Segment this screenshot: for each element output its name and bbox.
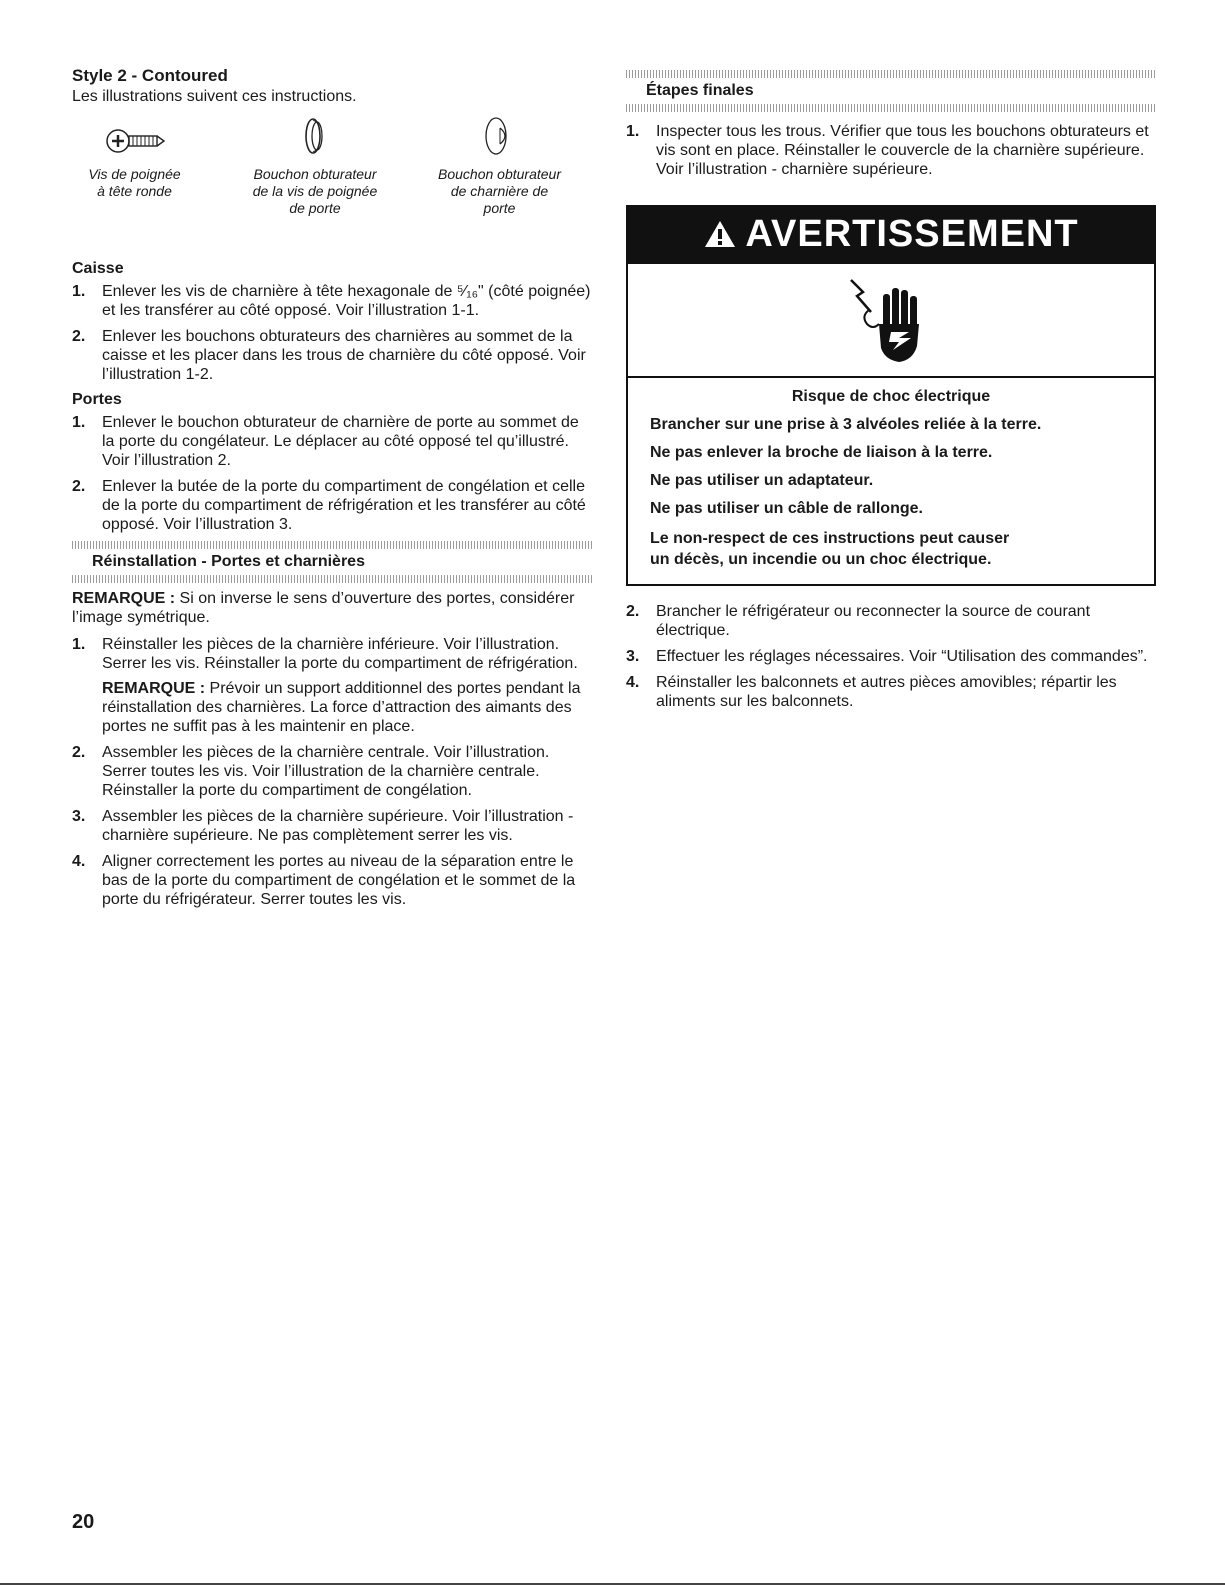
- caisse-steps: [72, 282, 592, 384]
- warning-line: Ne pas enlever la broche de liaison à la terre.: [650, 444, 993, 461]
- note-label: REMARQUE :: [102, 680, 206, 697]
- warning-text: [628, 378, 1154, 584]
- note-label: REMARQUE :: [72, 590, 176, 607]
- divider: [72, 575, 592, 583]
- portes-heading: Portes: [72, 391, 122, 408]
- divider: [626, 104, 1156, 112]
- step-text: Enlever le bouchon obturateur de charnière de porte au sommet de la porte du congélateur. Le déplacer au côté opposé tel qu’illustré. Voir l’illustration 2.: [102, 414, 579, 469]
- reinstall-note: [72, 589, 592, 627]
- consequence-line-2: un décès, un incendie ou un choc électrique.: [650, 551, 992, 568]
- list-item: [626, 673, 1156, 711]
- divider: [626, 70, 1156, 78]
- final-steps-rest: [626, 602, 1156, 711]
- warning-title: AVERTISSEMENT: [745, 213, 1079, 255]
- step-text: Effectuer les réglages nécessaires. Voir “Utilisation des commandes”.: [656, 648, 1148, 665]
- sub-note: [102, 679, 592, 736]
- step-text: Aligner correctement les portes au niveau de la séparation entre le bas de la porte du compartiment de congélation et le sommet de la porte du réfrigérateur. Serrer toutes les vis.: [102, 853, 576, 908]
- list-item: [72, 413, 592, 470]
- step-number: 2.: [626, 603, 640, 620]
- list-item: [72, 807, 592, 845]
- step-text: Assembler les pièces de la charnière centrale. Voir l’illustration. Serrer toutes les vis. Voir l’illustration de la charnière centrale. Réinstaller la porte du compartiment de congélation.: [102, 744, 550, 799]
- list-item: [72, 743, 592, 800]
- part-caption: Vis de poignée à tête ronde: [88, 166, 181, 199]
- step-number: 2.: [72, 478, 86, 495]
- page-number: 20: [72, 1511, 95, 1533]
- part-door-handle-plug: [240, 114, 390, 217]
- step-text: Brancher le réfrigérateur ou reconnecter la source de courant électrique.: [656, 603, 1091, 639]
- list-item: [72, 635, 592, 736]
- reinstall-steps: [72, 635, 592, 909]
- intro-text: Les illustrations suivent ces instructions.: [72, 88, 357, 105]
- step-text: Assembler les pièces de la charnière supérieure. Voir l’illustration - charnière supérieure. Ne pas complètement serrer les vis.: [102, 808, 574, 844]
- electric-shock-hand-icon: [843, 274, 939, 366]
- warning-line: Ne pas utiliser un adaptateur.: [650, 472, 874, 489]
- step-text: Enlever la butée de la porte du compartiment de congélation et celle de la porte du compartiment de réfrigération et les transférer au côté opposé. Voir l’illustration 3.: [102, 478, 586, 533]
- consequence-line-1: Le non-respect de ces instructions peut causer: [650, 530, 1010, 547]
- part-hinge-plug: [417, 114, 582, 217]
- step-number: 2.: [72, 744, 86, 761]
- hinge-plug-icon: [480, 114, 520, 158]
- right-column: [626, 70, 1156, 718]
- reinstall-heading: Réinstallation - Portes et charnières: [92, 553, 365, 570]
- step-number: 3.: [626, 648, 640, 665]
- step-text: Enlever les vis de charnière à tête hexagonale de ⁵⁄₁₆" (côté poignée) et les transférer au côté opposé. Voir l’illustration 1-1.: [102, 283, 591, 319]
- note-text: Si on inverse le sens d’ouverture des portes, considérer l’image symétrique.: [72, 590, 575, 626]
- list-item: [626, 647, 1156, 666]
- step-text: Inspecter tous les trous. Vérifier que tous les bouchons obturateurs et vis sont en place. Réinstaller le couvercle de la charnière supérieure. Voir l’illustration - charnière supérieure.: [656, 123, 1149, 178]
- warning-banner: [628, 207, 1154, 264]
- note-text: Prévoir un support additionnel des portes pendant la réinstallation des charnières. La force d’attraction des aimants des portes ne suffit pas à les maintenir en place.: [102, 680, 581, 735]
- style-title: Style 2 - Contoured: [72, 66, 228, 85]
- list-item: [72, 282, 592, 320]
- step-number: 2.: [72, 328, 86, 345]
- step-number: 4.: [72, 853, 86, 870]
- part-caption: Bouchon obturateur de charnière de porte: [438, 166, 561, 216]
- list-item: [72, 852, 592, 909]
- list-item: [626, 122, 1156, 179]
- parts-illustration: [72, 106, 592, 256]
- left-column: [72, 66, 592, 916]
- door-handle-plug-icon: [300, 114, 330, 158]
- part-handle-screw: [72, 124, 197, 200]
- step-text: Enlever les bouchons obturateurs des charnières au sommet de la caisse et les placer dans les trous de charnière du côté opposé. Voir l’illustration 1-2.: [102, 328, 586, 383]
- step-number: 1.: [72, 636, 86, 653]
- final-steps-first: [626, 122, 1156, 179]
- step-number: 3.: [72, 808, 86, 825]
- warning-risk: Risque de choc électrique: [791, 388, 991, 405]
- final-steps-heading: Étapes finales: [646, 82, 754, 99]
- warning-box: [626, 205, 1156, 586]
- list-item: [72, 477, 592, 534]
- step-number: 1.: [626, 123, 640, 140]
- warning-line: Brancher sur une prise à 3 alvéoles reliée à la terre.: [650, 416, 1042, 433]
- step-number: 1.: [72, 414, 86, 431]
- portes-steps: [72, 413, 592, 534]
- handle-screw-icon: [100, 124, 170, 158]
- caisse-heading: Caisse: [72, 260, 124, 277]
- warning-consequence: [650, 528, 1132, 570]
- list-item: [626, 602, 1156, 640]
- step-number: 1.: [72, 283, 86, 300]
- list-item: [72, 327, 592, 384]
- step-number: 4.: [626, 674, 640, 691]
- divider: [72, 541, 592, 549]
- warning-line: Ne pas utiliser un câble de rallonge.: [650, 500, 923, 517]
- part-caption: Bouchon obturateur de la vis de poignée de porte: [252, 166, 378, 216]
- warning-icon-area: [628, 264, 1154, 378]
- step-text: Réinstaller les balconnets et autres pièces amovibles; répartir les aliments sur les balconnets.: [656, 674, 1117, 710]
- warning-triangle-icon: [703, 219, 737, 249]
- step-text: Réinstaller les pièces de la charnière inférieure. Voir l’illustration. Serrer les vis. Réinstaller la porte du compartiment de réfrigération.: [102, 636, 578, 672]
